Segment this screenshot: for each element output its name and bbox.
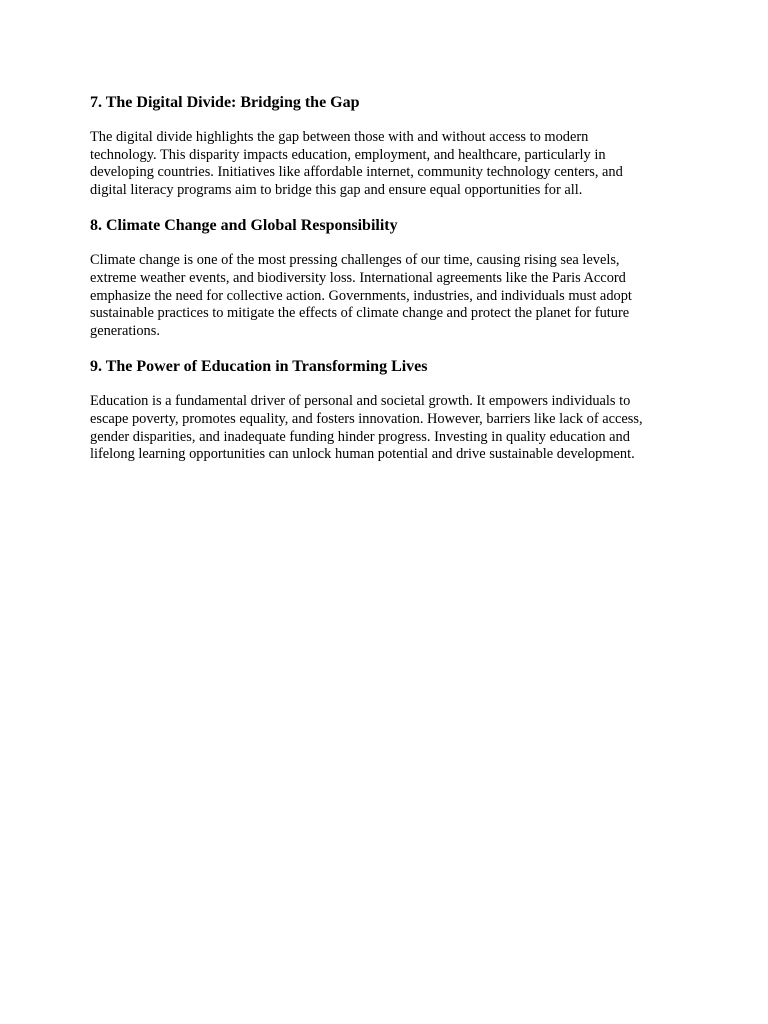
paragraph-line: technology. This disparity impacts education, employment, and healthcare, particularly in — [90, 146, 606, 163]
paragraph-line: emphasize the need for collective action. Governments, industries, and individuals must adopt — [90, 287, 632, 304]
section-climate-change — [90, 215, 690, 340]
paragraph-line: extreme weather events, and biodiversity loss. International agreements like the Paris Accord — [90, 269, 626, 286]
section-digital-divide — [90, 92, 690, 199]
paragraph-line: developing countries. Initiatives like affordable internet, community technology centers, and — [90, 164, 623, 181]
paragraph-line: gender disparities, and inadequate funding hinder progress. Investing in quality education and — [90, 428, 630, 445]
paragraph-line: lifelong learning opportunities can unlock human potential and drive sustainable development. — [90, 446, 635, 463]
paragraph-line: The digital divide highlights the gap between those with and without access to modern — [90, 129, 589, 145]
section-paragraph — [90, 129, 690, 199]
section-heading: 7. The Digital Divide: Bridging the Gap — [90, 94, 360, 111]
section-paragraph — [90, 393, 690, 463]
paragraph-line: digital literacy programs aim to bridge this gap and ensure equal opportunities for all. — [90, 181, 583, 198]
paragraph-line: escape poverty, promotes equality, and fosters innovation. However, barriers like lack of access, — [90, 410, 643, 427]
section-education — [90, 356, 690, 463]
section-heading: 8. Climate Change and Global Responsibility — [90, 217, 398, 235]
section-paragraph — [90, 252, 690, 340]
section-heading: 9. The Power of Education in Transforming Lives — [90, 358, 428, 376]
paragraph-line: Education is a fundamental driver of personal and societal growth. It empowers individuals to — [90, 393, 631, 410]
paragraph-line: sustainable practices to mitigate the effects of climate change and protect the planet for future — [90, 305, 630, 322]
paragraph-line: Climate change is one of the most pressing challenges of our time, causing rising sea levels, — [90, 252, 620, 269]
document-page — [90, 92, 690, 480]
paragraph-line: generations. — [90, 322, 160, 339]
